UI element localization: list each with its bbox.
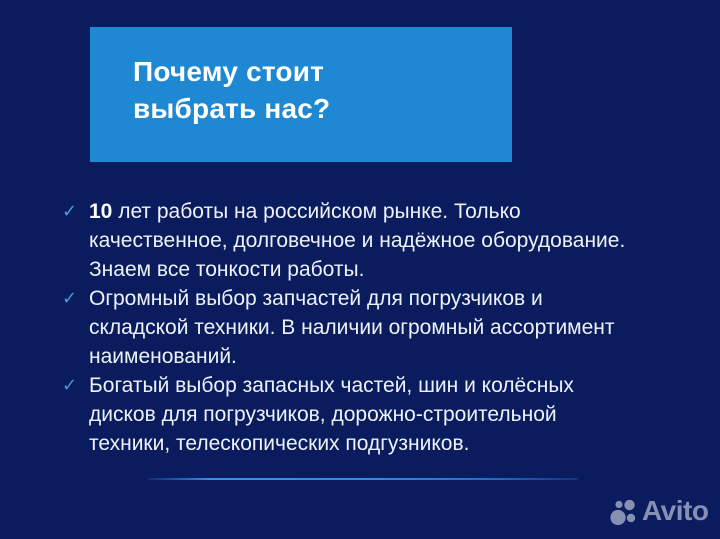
check-icon: ✓ <box>62 288 78 308</box>
bullet-text-line: техники, телескопических подгузников. <box>89 432 470 455</box>
bullet-text-line: дисков для погрузчиков, дорожно-строительной <box>89 403 557 426</box>
check-icon: ✓ <box>62 375 78 395</box>
bullet-list <box>62 197 692 458</box>
avito-brand <box>608 494 708 528</box>
bullet-lead: 10 <box>89 200 113 223</box>
bullet-text: лет работы на российском рынке. Только <box>112 200 521 223</box>
title-line-2: выбрать нас? <box>133 93 331 124</box>
list-item <box>62 284 692 371</box>
bullet-text-line <box>89 197 692 226</box>
bullet-text-line: наименований. <box>89 345 237 368</box>
bullet-text-line: Богатый выбор запасных частей, шин и колёсных <box>89 374 574 397</box>
bullet-text-line: складской техники. В наличии огромный ассортимент <box>89 316 615 339</box>
bullet-text-line: Знаем все тонкости работы. <box>89 258 365 281</box>
check-icon: ✓ <box>62 201 78 221</box>
list-item <box>62 197 692 284</box>
title-line-1: Почему стоит <box>133 56 325 87</box>
bullet-text-line: Огромный выбор запчастей для погрузчиков и <box>89 287 543 310</box>
list-item <box>62 371 692 458</box>
divider-line <box>148 478 578 480</box>
title-box <box>90 27 512 162</box>
page-title <box>133 53 492 127</box>
bullet-text-line: качественное, долговечное и надёжное оборудование. <box>89 229 626 252</box>
avito-wordmark: Avito <box>642 495 709 526</box>
avito-dots-icon <box>608 495 640 527</box>
